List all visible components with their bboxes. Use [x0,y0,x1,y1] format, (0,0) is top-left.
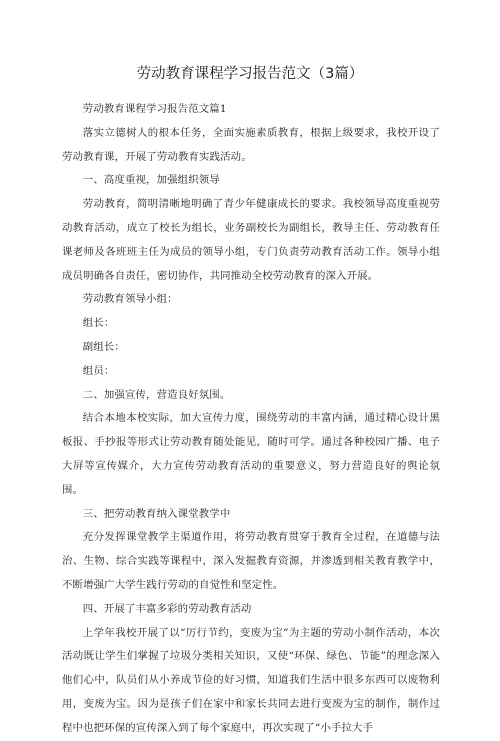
section-heading: 劳动教育课程学习报告范文篇1 [82,103,227,115]
body-paragraph: 上学年我校开展了以“厉行节约，变废为宝”为主题的劳动小制作活动，本次活动既让学生们掌握了垃圾分类相关知识，又使“环保、绿色、节能”的理念深入他们心中，队员们从小养成节俭的好习惯，知道我们生活中很多东西可以废物利用，变废为宝。因为是孩子们在家中和家长共同去进行变废为宝的制作，制作过程中也把环保的宣传深入到了每个家庭中，再次实现了“小手拉大手 [62,626,440,734]
group-member-line: 组员： [82,364,115,377]
section-heading: 三、把劳动教育纳入课堂教学中 [82,507,231,520]
group-member-line: 副组长： [82,340,125,353]
group-member-line: 组长： [82,317,115,330]
document-title: 劳动教育课程学习报告范文（3篇） [136,66,364,82]
body-paragraph: 结合本地本校实际，加大宣传力度，围绕劳动的丰富内涵，通过精心设计黑板报、手抄报等形式让劳动教育随处能见，随时可学。通过各种校园广播、电子大屏等宣传媒介，大力宣传劳动教育活动的重要意义，努力营造良好的舆论氛围。 [62,412,440,496]
document-body [62,98,440,741]
section-heading: 一、高度重视，加强组织领导 [82,174,220,187]
body-paragraph: 落实立德树人的根本任务，全面实施素质教育，根据上级要求，我校开设了劳动教育课，开展了劳动教育实践活动。 [62,126,440,163]
group-title: 劳动教育领导小组： [82,293,178,306]
section-heading: 二、加强宣传，营造良好氛围。 [82,388,231,401]
body-paragraph: 充分发挥课堂教学主渠道作用，将劳动教育贯穿于教育全过程，在道德与法治、生物、综合实践等课程中，深入发掘教育资源，并渗透到相关教育教学中，不断增强广大学生践行劳动的自觉性和坚定性。 [62,531,440,591]
body-paragraph: 劳动教育，简明清晰地明确了青少年健康成长的要求。我校领导高度重视劳动教育活动，成立了校长为组长，业务副校长为副组长，教导主任、劳动教育任课老师及各班班主任为成员的领导小组，专门负责劳动教育活动工作。领导小组成员明确各自责任，密切协作，共同推动全校劳动教育的深入开展。 [62,198,440,282]
section-heading: 四、开展了丰富多彩的劳动教育活动 [82,602,252,615]
